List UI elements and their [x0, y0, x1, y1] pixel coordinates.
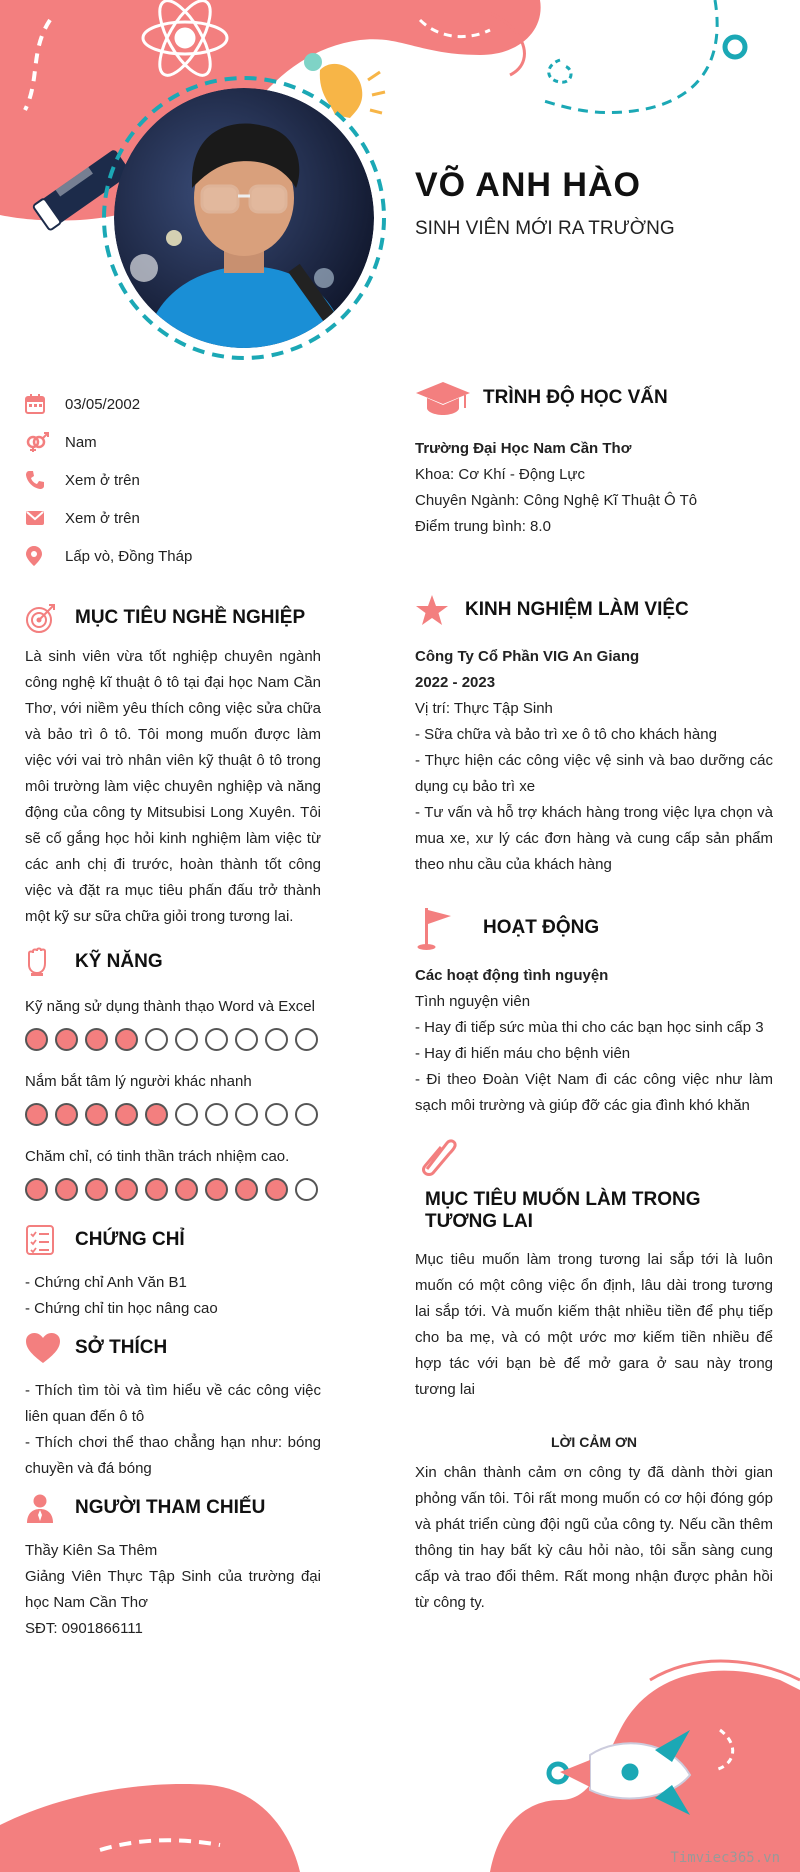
rating-dot-filled: [115, 1028, 138, 1051]
contact-row-address: [25, 537, 321, 575]
contact-row-gender: [25, 423, 321, 461]
paperclip-icon: [419, 1135, 773, 1177]
person-icon: [25, 1493, 75, 1523]
skills-list: [25, 996, 321, 1201]
rating-dot-empty: [205, 1028, 228, 1051]
skill-rating: [25, 1178, 321, 1201]
hobbies-list: [25, 1378, 321, 1482]
education-line: Chuyên Ngành: Công Nghệ Kĩ Thuật Ô Tô: [415, 492, 698, 509]
section-header: [25, 1220, 321, 1260]
rating-dot-filled: [205, 1178, 228, 1201]
fist-icon: [25, 947, 75, 977]
references-list: [25, 1538, 321, 1642]
rating-dot-filled: [175, 1178, 198, 1201]
section-header: [25, 1488, 321, 1528]
activity-line: - Đi theo Đoàn Việt Nam đi các công việc như làm sạch môi trường và giúp đỡ các gia đình khó khăn: [415, 1071, 773, 1114]
skills-section: [25, 942, 321, 1221]
section-title: SỞ THÍCH: [75, 1337, 168, 1358]
section-title: CHỨNG CHỈ: [75, 1229, 185, 1250]
contact-row-email: [25, 499, 321, 537]
experience-line: - Tư vấn và hỗ trợ khách hàng trong việc lựa chọn và mua xe, xư lý các đơn hàng và cung cấp sản phẩm theo nhu cầu của khách hàng: [415, 804, 773, 873]
company-name: Công Ty Cổ Phần VIG An Giang: [415, 648, 640, 665]
rating-dot-filled: [25, 1178, 48, 1201]
career-objective-section: [25, 598, 321, 930]
target-icon: [25, 602, 75, 634]
experience-line: Vị trí: Thực Tập Sinh: [415, 700, 553, 717]
contact-info: [25, 385, 321, 575]
contact-value: Xem ở trên: [65, 471, 140, 489]
thanks-section: [415, 1432, 773, 1616]
rating-dot-filled: [235, 1178, 258, 1201]
watermark: Timviec365.vn: [670, 1850, 780, 1866]
rating-dot-filled: [115, 1178, 138, 1201]
rating-dot-filled: [115, 1103, 138, 1126]
rating-dot-empty: [235, 1028, 258, 1051]
heart-icon: [25, 1332, 75, 1364]
section-header: [25, 1328, 321, 1368]
contact-row-birthday: [25, 385, 321, 423]
references-section: [25, 1488, 321, 1642]
future-goals-section: [415, 1135, 773, 1403]
rating-dot-empty: [145, 1028, 168, 1051]
rating-dot-empty: [205, 1103, 228, 1126]
rating-dot-filled: [25, 1103, 48, 1126]
location-pin-icon: [25, 545, 65, 567]
experience-section: [415, 590, 773, 878]
rating-dot-empty: [235, 1103, 258, 1126]
rating-dot-empty: [175, 1028, 198, 1051]
section-header: [415, 378, 773, 418]
section-title: KINH NGHIỆM LÀM VIỆC: [465, 599, 689, 620]
section-title: MỤC TIÊU MUỐN LÀM TRONG TƯƠNG LAI: [425, 1189, 701, 1232]
education-line: Điểm trung bình: 8.0: [415, 518, 551, 535]
skill-rating: [25, 1103, 321, 1126]
experience-line: - Sữa chữa và bảo trì xe ô tô cho khách hàng: [415, 726, 717, 743]
rating-dot-empty: [265, 1103, 288, 1126]
thanks-title: LỜI CẢM ƠN: [550, 1434, 638, 1450]
section-title: HOẠT ĐỘNG: [483, 917, 600, 938]
reference-line: SĐT: 0901866111: [25, 1620, 143, 1637]
hobbies-section: [25, 1328, 321, 1482]
rating-dot-filled: [85, 1178, 108, 1201]
rating-dot-empty: [265, 1028, 288, 1051]
calendar-icon: [25, 394, 65, 414]
phone-icon: [25, 470, 65, 490]
skill-label: Kỹ năng sử dụng thành thạo Word và Excel: [25, 998, 315, 1015]
list-item: - Chứng chỉ Anh Văn B1: [25, 1274, 187, 1291]
profile-photo: [114, 88, 374, 348]
contact-value: Nam: [65, 433, 97, 451]
lightbulb-icon: [304, 53, 385, 118]
activities-heading: Các hoạt động tình nguyện: [415, 967, 609, 984]
future-text: Mục tiêu muốn làm trong tương lai sắp tới là luôn muốn có một công việc ổn định, lâu dài trong tương lai sắp tới. Và muốn kiếm thật nhiều tiền để phụ tiếp cho ba mẹ, và có một ước mơ kiếm tiền nhiều để hợp tác với bạn bè để mở gara ở sau này trong tương lai: [415, 1251, 773, 1398]
section-title: MỤC TIÊU NGHỀ NGHIỆP: [75, 607, 306, 628]
section-header: [25, 598, 321, 638]
star-icon: [415, 594, 465, 626]
certificates-list: [25, 1270, 321, 1322]
education-section: [415, 378, 773, 540]
checklist-icon: [25, 1224, 75, 1256]
section-title: NGƯỜI THAM CHIẾU: [75, 1497, 266, 1518]
school-name: Trường Đại Học Nam Cần Thơ: [415, 440, 632, 457]
skill-rating: [25, 1028, 321, 1051]
list-item: - Chứng chỉ tin học nâng cao: [25, 1300, 218, 1317]
objective-text: Là sinh viên vừa tốt nghiệp chuyên ngành công nghệ kĩ thuật ô tô tại đại học Nam Cần Thơ, với niềm yêu thích công việc sửa chữa và bảo trì ô tô. Tôi mong muốn được làm việc với vai trò nhân viên kỹ thuật ô tô trong môi trường làm việc chuyên nghiệp và năng động của công ty Mitsubisi Long Xuyên. Tôi sẽ cố gắng học hỏi kinh nghiệm làm việc từ các anh chị đi trước, hoàn thành tốt công việc và đặt ra mục tiêu phấn đấu trở thành một kỹ sư sữa chữa giỏi trong tương lai.: [25, 648, 321, 925]
rating-dot-filled: [85, 1028, 108, 1051]
activity-line: - Hay đi hiến máu cho bệnh viên: [415, 1045, 631, 1062]
work-period: 2022 - 2023: [415, 674, 496, 691]
rating-dot-filled: [145, 1103, 168, 1126]
activities-section: [415, 905, 773, 1119]
rating-dot-filled: [55, 1103, 78, 1126]
flag-icon: [415, 906, 483, 950]
certificates-section: [25, 1220, 321, 1322]
section-header: [25, 942, 321, 982]
activity-line: - Hay đi tiếp sức mùa thi cho các bạn học sinh cấp 3: [415, 1019, 764, 1036]
section-header: [415, 905, 773, 951]
contact-value: Lấp vò, Đồng Tháp: [65, 547, 193, 565]
experience-details: [415, 644, 773, 878]
list-item: - Thích chơi thể thao chẳng hạn như: bóng chuyền và đá bóng: [25, 1434, 321, 1477]
rating-dot-filled: [145, 1178, 168, 1201]
rating-dot-filled: [55, 1028, 78, 1051]
reference-line: Thầy Kiên Sa Thêm: [25, 1542, 158, 1559]
rating-dot-empty: [295, 1178, 318, 1201]
rating-dot-filled: [55, 1178, 78, 1201]
education-details: [415, 436, 773, 540]
graduation-cap-icon: [415, 380, 483, 416]
activities-details: [415, 963, 773, 1119]
list-item: - Thích tìm tòi và tìm hiểu về các công việc liên quan đến ô tô: [25, 1382, 321, 1425]
candidate-title: SINH VIÊN MỚI RA TRƯỜNG: [415, 218, 675, 239]
rating-dot-empty: [175, 1103, 198, 1126]
experience-line: - Thực hiện các công việc vệ sinh và bao dưỡng các dụng cụ bảo trì xe: [415, 752, 773, 795]
contact-row-phone: [25, 461, 321, 499]
gender-icon: [25, 432, 65, 452]
thanks-text: Xin chân thành cảm ơn công ty đã dành thời gian phỏng vấn tôi. Tôi rất mong muốn có cơ hội đóng góp và phát triển cùng đội ngũ của công ty. Nếu cần thêm thông tin hay bất kỳ câu hỏi nào, tôi sẵn sàng cung cấp và trao đổi thêm. Rất mong nhận được phản hồi từ công ty.: [415, 1464, 773, 1611]
contact-value: Xem ở trên: [65, 509, 140, 527]
reference-line: Giảng Viên Thực Tập Sinh của trường đại học Nam Cần Thơ: [25, 1568, 321, 1611]
section-title: TRÌNH ĐỘ HỌC VẤN: [483, 387, 668, 408]
section-header: [415, 590, 773, 630]
rating-dot-empty: [295, 1103, 318, 1126]
skill-label: Chăm chỉ, có tinh thần trách nhiệm cao.: [25, 1148, 290, 1165]
candidate-name: VÕ ANH HÀO: [415, 166, 641, 204]
education-line: Khoa: Cơ Khí - Động Lực: [415, 466, 585, 483]
skill-label: Nắm bắt tâm lý người khác nhanh: [25, 1073, 252, 1090]
rating-dot-filled: [85, 1103, 108, 1126]
activity-line: Tình nguyện viên: [415, 993, 531, 1010]
email-icon: [25, 509, 65, 527]
contact-value: 03/05/2002: [65, 395, 141, 413]
rating-dot-filled: [265, 1178, 288, 1201]
section-title: KỸ NĂNG: [75, 951, 163, 972]
rating-dot-filled: [25, 1028, 48, 1051]
rating-dot-empty: [295, 1028, 318, 1051]
